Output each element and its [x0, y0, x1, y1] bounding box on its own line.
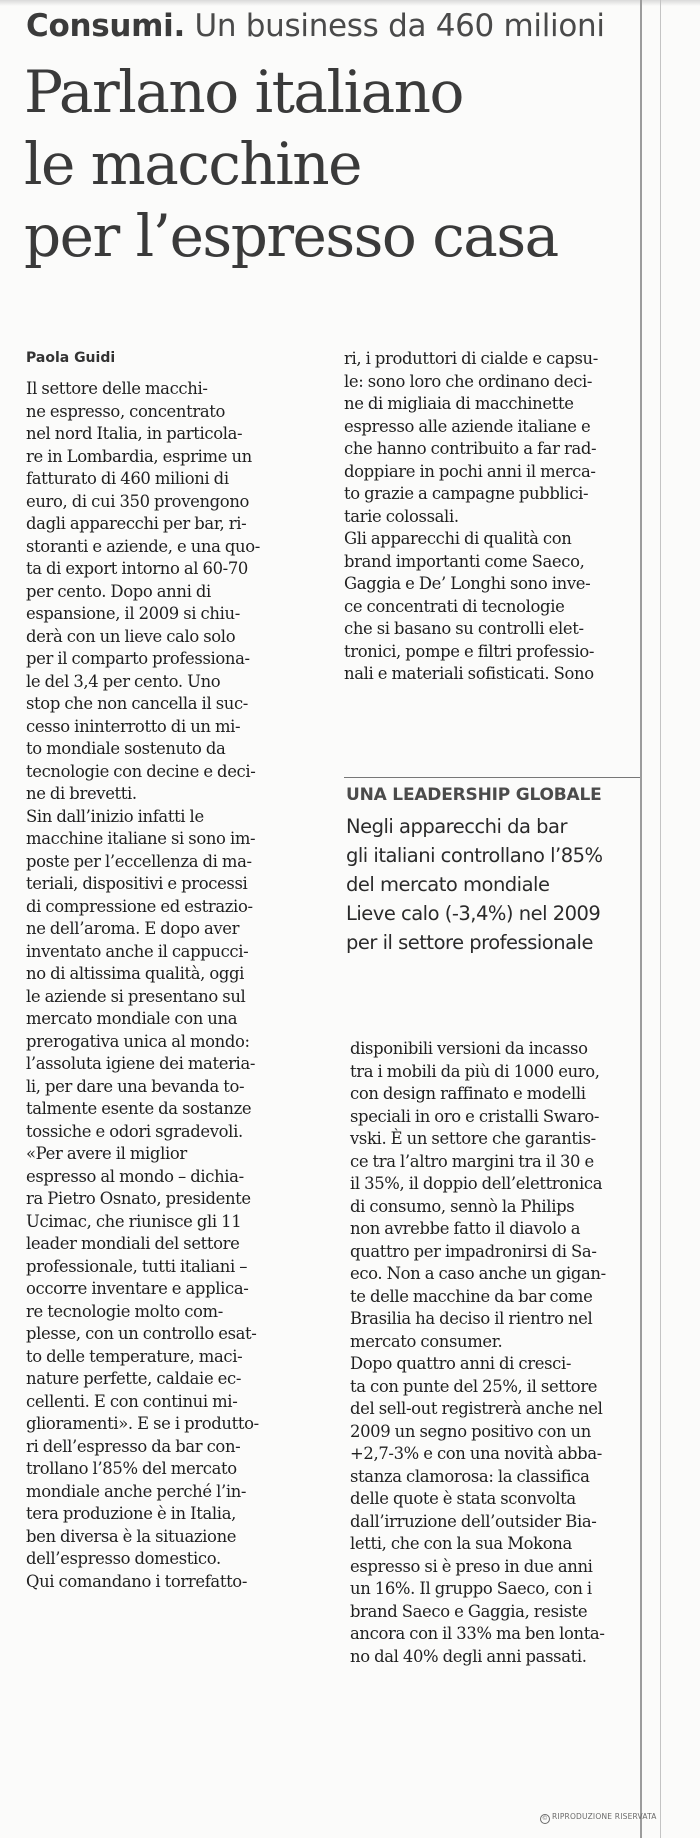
text-line: ri, i produttori di cialde e capsu- [344, 349, 598, 368]
text-line: ne espresso, concentrato [26, 401, 226, 421]
sidebar-box [346, 812, 642, 957]
article-column-left [26, 378, 336, 1593]
copyright-icon: © [541, 1815, 549, 1822]
text-line: che si basano su controlli elet- [344, 619, 584, 638]
text-line: tra i mobili da più di 1000 euro, [350, 1061, 600, 1081]
text-line: con design raffinato e modelli [350, 1084, 586, 1103]
text-line: mercato consumer. [350, 1331, 503, 1351]
text-line: Ucimac, che riunisce gli 11 [26, 1211, 242, 1231]
text-line: non avrebbe fatto il diavolo a [350, 1219, 581, 1238]
text-line: re in Lombardia, esprime un [26, 446, 252, 466]
copyright-notice [540, 1812, 657, 1824]
text-line: l’assoluta igiene dei materia- [26, 1054, 256, 1073]
text-line: tossiche e odori sgradevoli. [26, 1121, 243, 1141]
text-line: macchine italiane si sono im- [26, 829, 256, 848]
headline-line: per l’espresso casa [24, 202, 558, 270]
text-line: Qui comandano i torrefatto- [26, 1571, 248, 1591]
text-line: leader mondiali del settore [26, 1234, 240, 1253]
scan-margin-line-secondary [660, 0, 661, 1838]
text-line: espresso si è preso in due anni [350, 1556, 593, 1576]
text-line: ri dell’espresso da bar con- [26, 1436, 241, 1456]
text-line: Brasilia ha deciso il rientro nel [350, 1309, 593, 1328]
text-line: delle quote è stata sconvolta [350, 1489, 576, 1508]
text-line: del mercato mondiale [346, 873, 550, 896]
text-line: disponibili versioni da incasso [350, 1039, 588, 1058]
text-line: stop che non cancella il suc- [26, 694, 248, 713]
text-line: ce concentrati di tecnologie [344, 596, 565, 616]
text-line: letti, che con la sua Mokona [350, 1534, 572, 1553]
text-line: poste per l’eccellenza di ma- [26, 851, 252, 871]
text-line: eco. Non a caso anche un gigan- [350, 1264, 606, 1283]
sidebar-rule [344, 777, 640, 778]
text-line: stanza clamorosa: la classifica [350, 1466, 590, 1486]
text-line: tronici, pompe e filtri professio- [344, 641, 595, 661]
kicker-subtitle: Un business da 460 milioni [184, 8, 605, 44]
text-line: Negli apparecchi da bar [346, 815, 568, 838]
text-line: ta con punte del 25%, il settore [350, 1376, 598, 1396]
text-line: di consumo, sennò la Philips [350, 1196, 575, 1216]
text-line: nali e materiali sofisticati. Sono [344, 664, 594, 683]
text-line: 2009 un segno positivo con un [350, 1421, 591, 1441]
copyright-text: RIPRODUZIONE RISERVATA [552, 1812, 657, 1821]
sidebar-title: UNA LEADERSHIP GLOBALE [346, 785, 602, 805]
text-line: dagli apparecchi per bar, ri- [26, 514, 247, 533]
text-line: ne dell’aroma. E dopo aver [26, 919, 240, 938]
text-line: le del 3,4 per cento. Uno [26, 671, 221, 691]
text-line: un 16%. Il gruppo Saeco, con i [350, 1579, 592, 1598]
article-column-right-bottom [350, 1038, 646, 1668]
text-line: ancora con il 33% ma ben lonta- [350, 1624, 605, 1643]
text-line: Lieve calo (-3,4%) nel 2009 [346, 902, 601, 925]
text-line: no di altissima qualità, oggi [26, 964, 245, 983]
text-line: fatturato di 460 milioni di [26, 469, 229, 488]
text-line: plesse, con un controllo esat- [26, 1324, 257, 1343]
text-line: quattro per impadronirsi di Sa- [350, 1241, 597, 1261]
text-line: te delle macchine da bar come [350, 1286, 593, 1306]
text-line: le aziende si presentano sul [26, 986, 246, 1006]
author-byline: Paola Guidi [26, 350, 116, 366]
text-line: «Per avere il miglior [26, 1144, 187, 1163]
text-line: nel nord Italia, in particola- [26, 424, 243, 443]
text-line: vski. È un settore che garantis- [350, 1129, 596, 1148]
text-line: espresso al mondo – dichia- [26, 1166, 244, 1186]
text-line: brand Saeco e Gaggia, resiste [350, 1601, 588, 1621]
text-line: ne di migliaia di macchinette [344, 394, 574, 413]
scan-edge [0, 0, 700, 6]
text-line: to mondiale sostenuto da [26, 739, 226, 758]
text-line: di compressione ed estrazio- [26, 896, 253, 916]
text-line: per il settore professionale [346, 931, 593, 954]
text-line: che hanno contribuito a far rad- [344, 439, 597, 458]
text-line: Gaggia e De’ Longhi sono inve- [344, 574, 591, 593]
headline-line: Parlano italiano [24, 58, 463, 126]
text-line: to grazie a campagne pubblici- [344, 484, 589, 503]
text-line: cesso ininterrotto di un mi- [26, 716, 241, 736]
text-line: Gli apparecchi di qualità con [344, 529, 572, 548]
text-line: dall’irruzione dell’outsider Bia- [350, 1511, 597, 1531]
text-line: le: sono loro che ordinano deci- [344, 371, 593, 391]
text-line: cellenti. E con continui mi- [26, 1391, 238, 1411]
text-line: talmente esente da sostanze [26, 1099, 252, 1118]
text-line: mercato mondiale con una [26, 1009, 238, 1028]
text-line: glioramenti». E se i produtto- [26, 1414, 259, 1433]
section-kicker [26, 8, 605, 44]
text-line: mondiale anche perché l’in- [26, 1481, 247, 1501]
text-line: prerogativa unica al mondo: [26, 1031, 250, 1051]
text-line: per cento. Dopo anni di [26, 581, 211, 601]
headline-line: le macchine [24, 130, 361, 198]
text-line: to delle temperature, maci- [26, 1346, 243, 1366]
text-line: espansione, il 2009 si chiu- [26, 604, 240, 623]
text-line: il 35%, il doppio dell’elettronica [350, 1174, 603, 1193]
text-line: inventato anche il cappucci- [26, 941, 249, 961]
text-line: ce tra l’altro margini tra il 30 e [350, 1151, 594, 1171]
text-line: per il comparto professiona- [26, 649, 250, 668]
text-line: ben diversa è la situazione [26, 1526, 237, 1546]
text-line: Dopo quattro anni di cresci- [350, 1354, 572, 1373]
text-line: gli italiani controllano l’85% [346, 844, 603, 867]
text-line: del sell-out registrerà anche nel [350, 1399, 603, 1418]
text-line: tecnologie con decine e deci- [26, 761, 256, 781]
text-line: li, per dare una bevanda to- [26, 1076, 245, 1096]
text-line: nature perfette, caldaie ec- [26, 1369, 242, 1388]
text-line: tera produzione è in Italia, [26, 1504, 236, 1523]
text-line: derà con un lieve calo solo [26, 626, 236, 646]
text-line: ne di brevetti. [26, 784, 137, 803]
text-line: professionale, tutti italiani – [26, 1256, 248, 1276]
article-column-right-top [344, 348, 644, 686]
text-line: teriali, dispositivi e processi [26, 874, 248, 893]
text-line: Sin dall’inizio infatti le [26, 806, 204, 826]
article-headline [24, 56, 644, 272]
text-line: re tecnologie molto com- [26, 1301, 223, 1321]
text-line: occorre inventare e applica- [26, 1279, 249, 1298]
text-line: +2,7-3% e con una novità abba- [350, 1444, 602, 1463]
text-line: dell’espresso domestico. [26, 1549, 221, 1568]
text-line: storanti e aziende, e una quo- [26, 536, 260, 556]
text-line: ta di export intorno al 60-70 [26, 559, 248, 578]
kicker-section: Consumi. [26, 8, 185, 44]
text-line: Il settore delle macchi- [26, 379, 208, 398]
text-line: ra Pietro Osnato, presidente [26, 1189, 251, 1208]
text-line: brand importanti come Saeco, [344, 551, 585, 571]
text-line: espresso alle aziende italiane e [344, 416, 591, 436]
text-line: speciali in oro e cristalli Swaro- [350, 1106, 600, 1126]
text-line: trollano l’85% del mercato [26, 1459, 237, 1478]
text-line: no dal 40% degli anni passati. [350, 1646, 587, 1666]
text-line: tarie colossali. [344, 506, 459, 526]
text-line: doppiare in pochi anni il merca- [344, 461, 596, 481]
text-line: euro, di cui 350 provengono [26, 491, 250, 511]
